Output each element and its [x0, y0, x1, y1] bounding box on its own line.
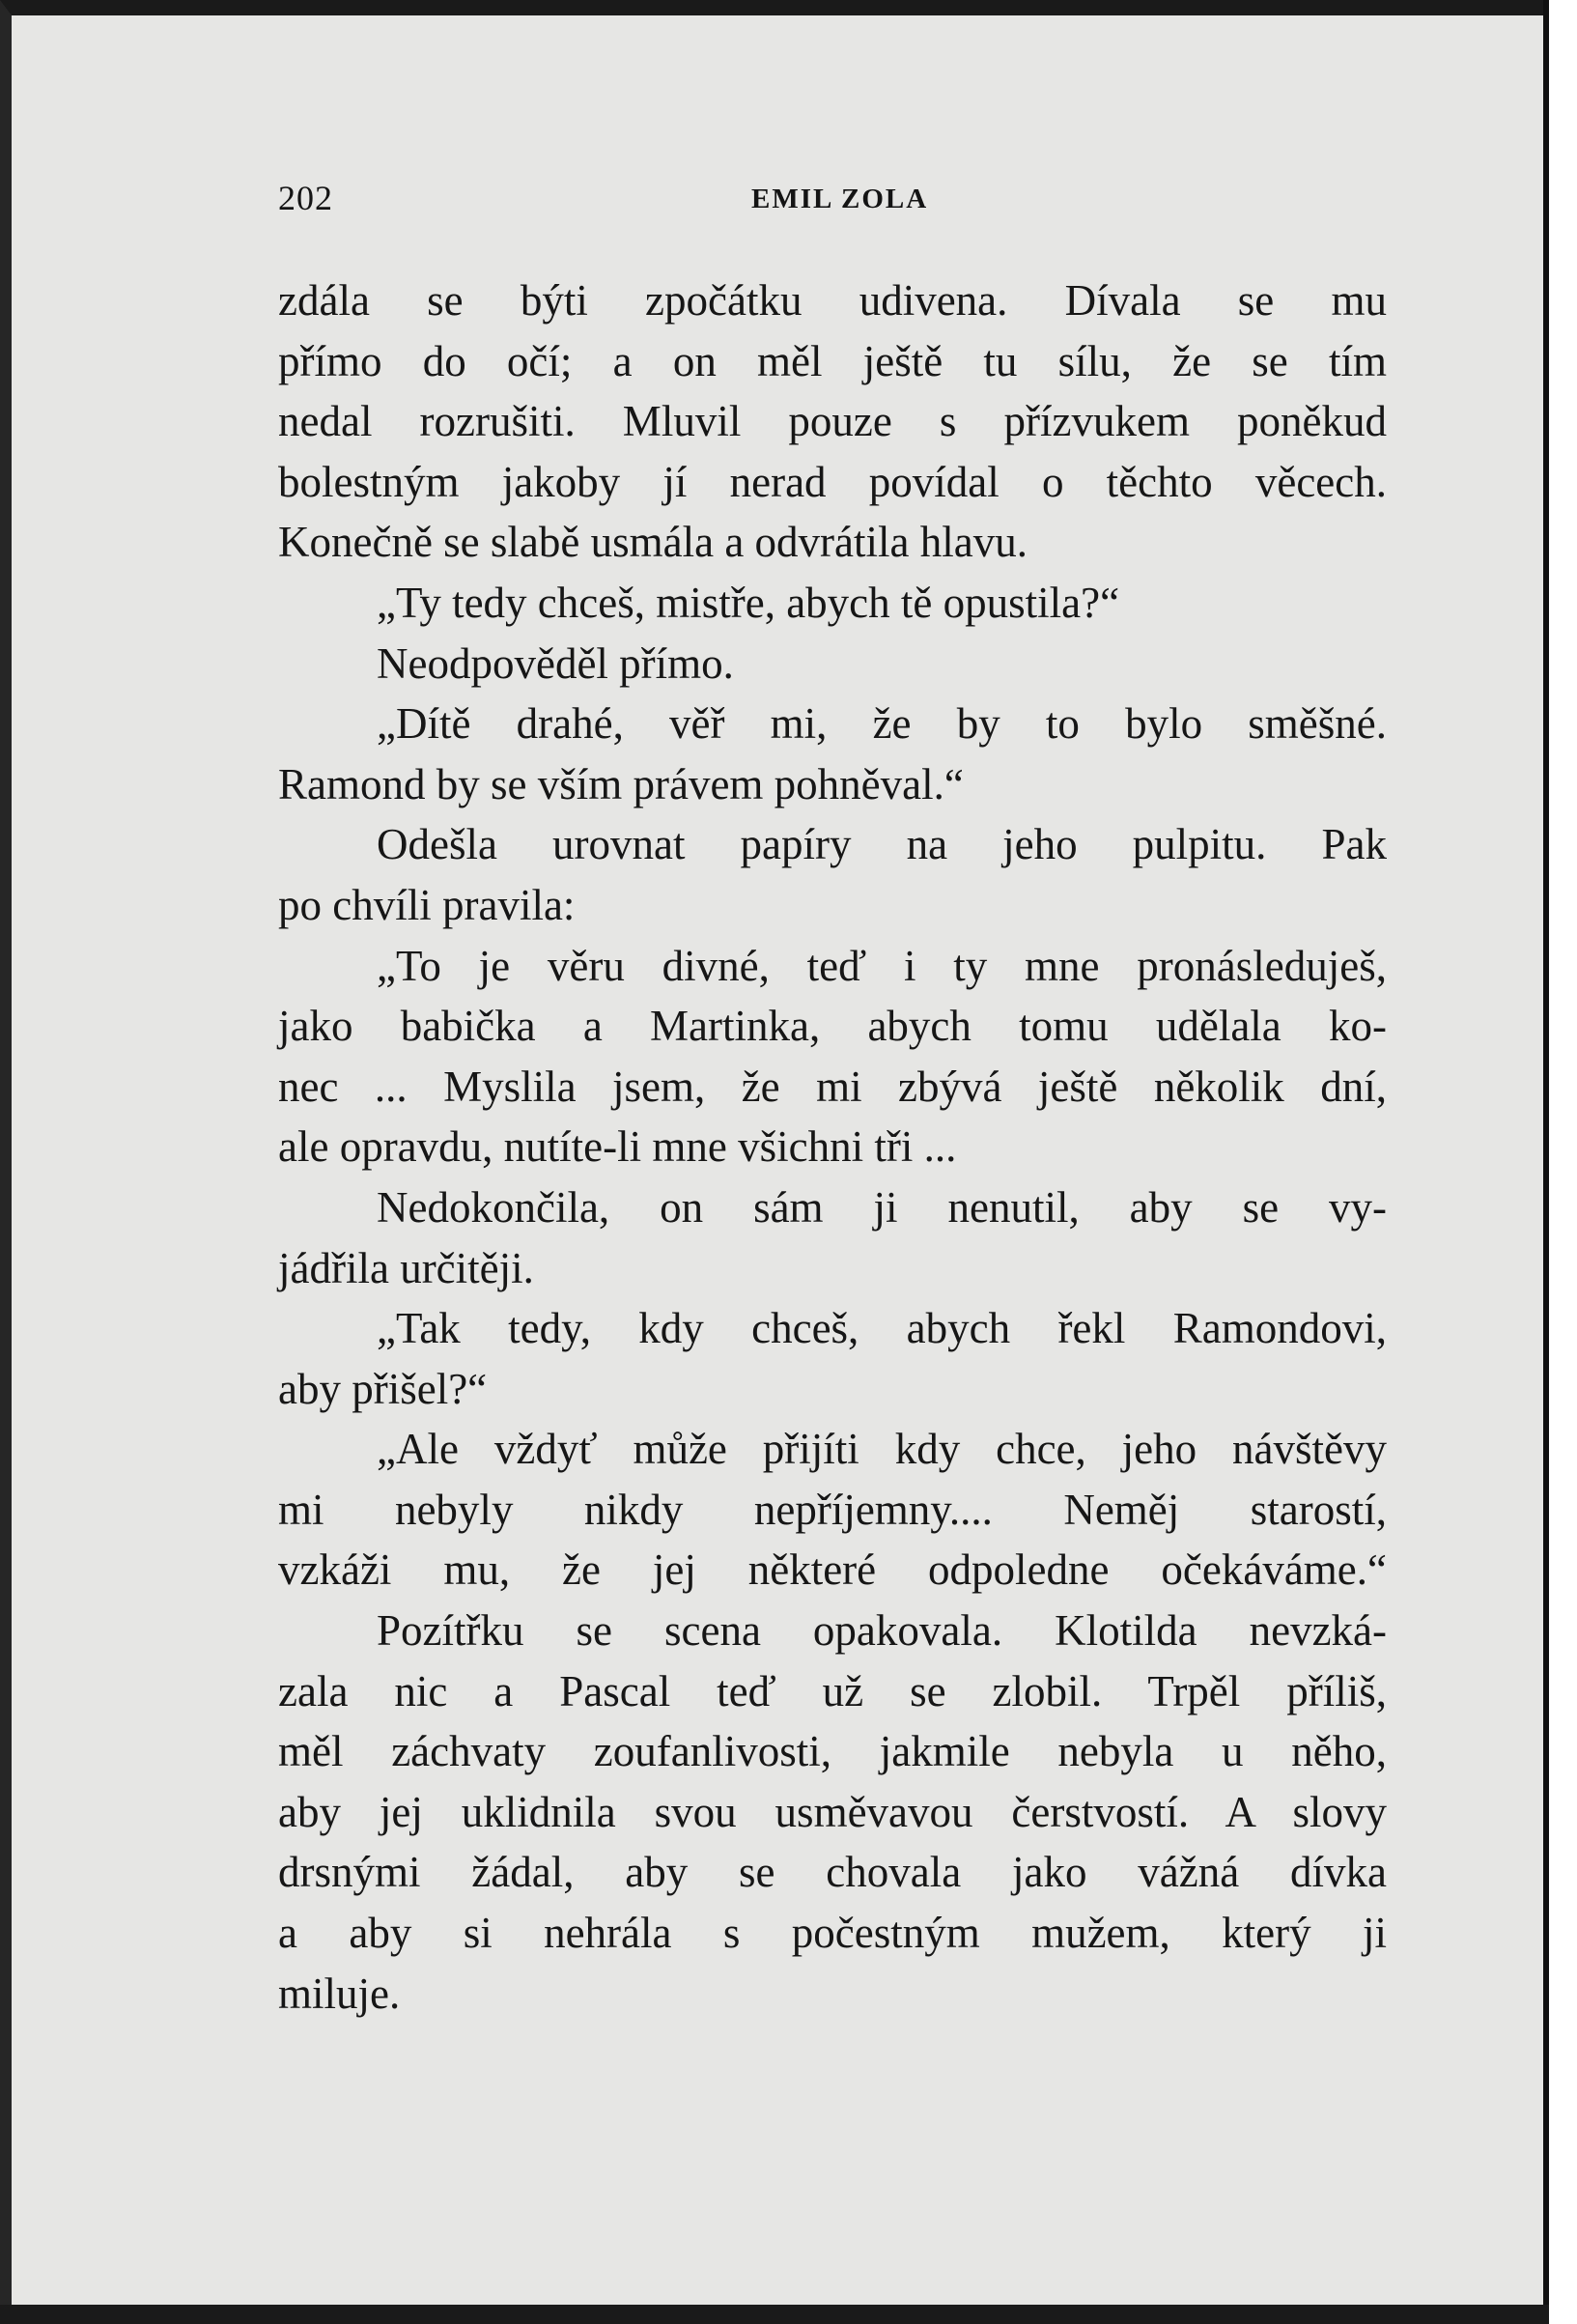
text-line: nec ... Myslila jsem, že mi zbývá ještě několik dní,: [278, 1062, 1387, 1111]
text-line: jako babička a Martinka, abych tomu udělala ko-: [278, 1002, 1387, 1051]
paragraph: [278, 1177, 1387, 1298]
text-line: Konečně se slabě usmála a odvrátila hlavu.: [278, 518, 1028, 567]
text-line: zala nic a Pascal teď už se zlobil. Trpěl příliš,: [278, 1666, 1387, 1715]
text-line: po chvíli pravila:: [278, 880, 576, 929]
text-line: zdála se býti zpočátku udivena. Dívala se mu: [278, 276, 1387, 325]
paragraph: [278, 270, 1387, 573]
text-line: „Tak tedy, kdy chceš, abych řekl Ramondovi,: [377, 1304, 1387, 1353]
text-line: „Ale vždyť může přijíti kdy chce, jeho návštěvy: [377, 1425, 1387, 1474]
paragraph: [278, 573, 1387, 634]
text-line: Neodpověděl přímo.: [377, 638, 734, 688]
text-line: drsnými žádal, aby se chovala jako vážná dívka: [278, 1848, 1387, 1897]
text-line: Nedokončila, on sám ji nenutil, aby se vy-: [377, 1182, 1387, 1232]
body-text: [278, 270, 1387, 2024]
page-number: 202: [278, 179, 333, 217]
paragraph: [278, 694, 1387, 814]
text-line: bolestným jakoby jí nerad povídal o těchto věcech.: [278, 457, 1387, 506]
page-edge-shadow: [1543, 0, 1549, 2324]
paragraph: [278, 814, 1387, 935]
page-header: [278, 178, 1391, 226]
text-line: vzkáži mu, že jej některé odpoledne očekáváme.“: [278, 1545, 1387, 1595]
text-line: nedal rozrušiti. Mluvil pouze s přízvukem poněkud: [278, 397, 1387, 446]
running-title: EMIL ZOLA: [751, 184, 929, 214]
paragraph: [278, 1298, 1387, 1419]
paragraph: [278, 634, 1387, 694]
page-bottom-edge: [0, 2305, 1549, 2324]
text-line: „To je věru divné, teď i ty mne pronásleduješ,: [377, 941, 1387, 990]
text-line: Odešla urovnat papíry na jeho pulpitu. Pak: [377, 820, 1387, 869]
text-line: aby jej uklidnila svou usměvavou čerstvostí. A slovy: [278, 1787, 1387, 1836]
text-line: aby přišel?“: [278, 1364, 488, 1413]
text-line: přímo do očí; a on měl ještě tu sílu, že se tím: [278, 336, 1387, 385]
text-line: miluje.: [278, 1969, 401, 2018]
paragraph: [278, 1419, 1387, 1601]
paragraph: [278, 1601, 1387, 2024]
text-line: „Dítě drahé, věř mi, že by to bylo směšné.: [377, 699, 1387, 749]
text-line: ale opravdu, nutíte-li mne všichni tři ...: [278, 1122, 957, 1172]
text-line: Pozítřku se scena opakovala. Klotilda nevzká-: [377, 1606, 1387, 1656]
text-line: mi nebyly nikdy nepříjemny.... Neměj starostí,: [278, 1485, 1387, 1534]
text-line: jádřila určitěji.: [278, 1243, 534, 1292]
text-line: „Ty tedy chceš, mistře, abych tě opustila?“: [377, 578, 1120, 627]
text-line: Ramond by se vším právem pohněval.“: [278, 759, 964, 808]
paragraph: [278, 936, 1387, 1177]
text-line: a aby si nehrála s počestným mužem, který ji: [278, 1909, 1387, 1958]
text-line: měl záchvaty zoufanlivosti, jakmile nebyla u něho,: [278, 1727, 1387, 1776]
